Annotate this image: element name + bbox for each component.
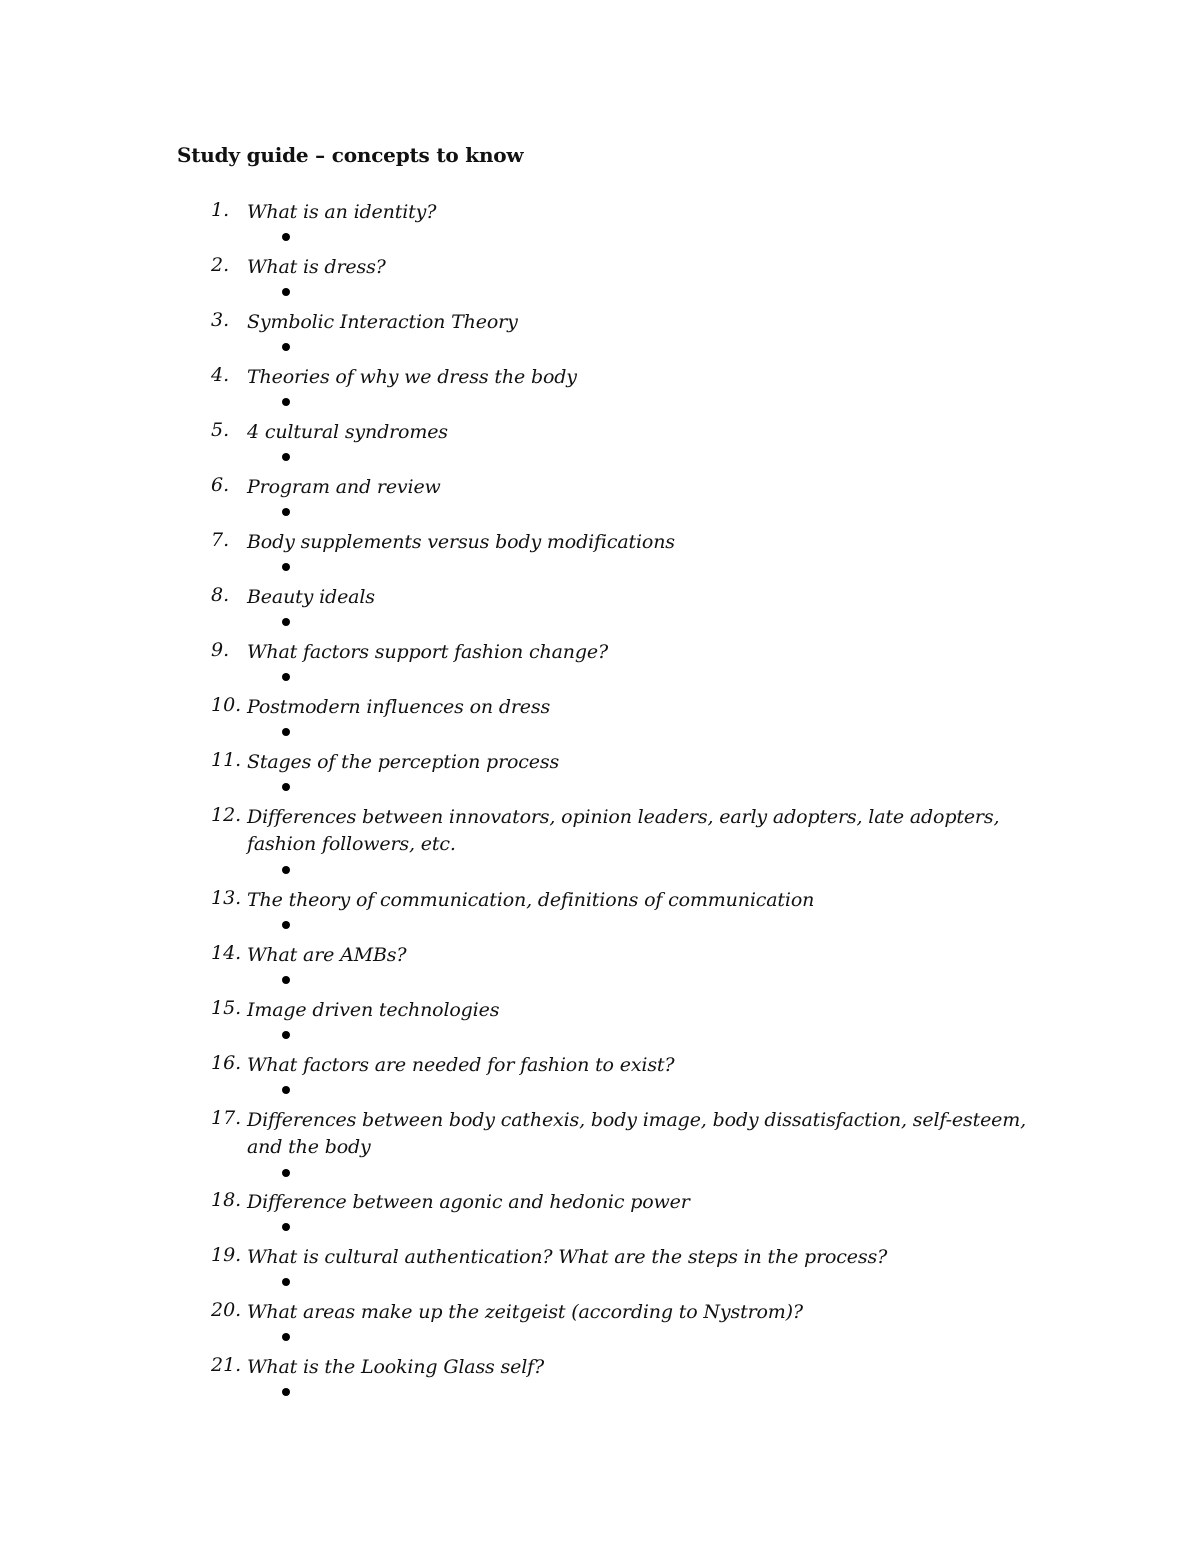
item-text: What is cultural authentication? What are the steps in the process? <box>247 1246 888 1268</box>
item-number: 7. <box>211 529 230 551</box>
item-number: 21. <box>211 1354 242 1376</box>
bullet-icon <box>282 398 290 406</box>
bullet-icon <box>282 288 290 296</box>
item-number: 13. <box>211 887 242 909</box>
page-title: Study guide – concepts to know <box>177 143 524 167</box>
item-text: Differences between body cathexis, body image, body dissatisfaction, self-esteem, and the body <box>247 1109 1027 1158</box>
item-text: Image driven technologies <box>247 999 500 1021</box>
bullet-icon <box>282 1388 290 1396</box>
bullet-icon <box>282 1169 290 1177</box>
item-number: 9. <box>211 639 230 661</box>
bullet-icon <box>282 233 290 241</box>
item-text: Program and review <box>247 476 441 498</box>
bullet-icon <box>282 618 290 626</box>
item-number: 1. <box>211 199 230 221</box>
item-number: 8. <box>211 584 230 606</box>
item-number: 4. <box>211 364 230 386</box>
bullet-icon <box>282 1031 290 1039</box>
bullet-icon <box>282 563 290 571</box>
item-number: 19. <box>211 1244 242 1266</box>
bullet-icon <box>282 453 290 461</box>
item-number: 15. <box>211 997 242 1019</box>
item-text: Symbolic Interaction Theory <box>247 311 518 333</box>
bullet-icon <box>282 508 290 516</box>
item-number: 3. <box>211 309 230 331</box>
item-text: Difference between agonic and hedonic power <box>247 1191 690 1213</box>
bullet-icon <box>282 866 290 874</box>
item-number: 14. <box>211 942 242 964</box>
item-number: 20. <box>211 1299 242 1321</box>
bullet-icon <box>282 1333 290 1341</box>
item-text: Stages of the perception process <box>247 751 560 773</box>
item-text: 4 cultural syndromes <box>247 421 448 443</box>
item-number: 6. <box>211 474 230 496</box>
item-number: 2. <box>211 254 230 276</box>
bullet-icon <box>282 673 290 681</box>
item-number: 18. <box>211 1189 242 1211</box>
item-text: What factors are needed for fashion to exist? <box>247 1054 675 1076</box>
item-text: Beauty ideals <box>247 586 375 608</box>
item-text: What are AMBs? <box>247 944 407 966</box>
item-text: The theory of communication, definitions of communication <box>247 889 815 911</box>
item-text: What factors support fashion change? <box>247 641 608 663</box>
item-text: Postmodern influences on dress <box>247 696 551 718</box>
item-number: 11. <box>211 749 242 771</box>
bullet-icon <box>282 1086 290 1094</box>
item-number: 10. <box>211 694 242 716</box>
item-text: What is the Looking Glass self? <box>247 1356 545 1378</box>
item-text: Differences between innovators, opinion leaders, early adopters, late adopters, fashion followers, etc. <box>247 806 1000 855</box>
item-number: 12. <box>211 804 242 826</box>
bullet-icon <box>282 1223 290 1231</box>
item-number: 5. <box>211 419 230 441</box>
item-text: What areas make up the zeitgeist (according to Nystrom)? <box>247 1301 803 1323</box>
bullet-icon <box>282 921 290 929</box>
item-text: What is an identity? <box>247 201 437 223</box>
item-text: Body supplements versus body modifications <box>247 531 675 553</box>
bullet-icon <box>282 343 290 351</box>
item-text: Theories of why we dress the body <box>247 366 577 388</box>
bullet-icon <box>282 728 290 736</box>
item-number: 17. <box>211 1107 242 1129</box>
bullet-icon <box>282 783 290 791</box>
bullet-icon <box>282 976 290 984</box>
bullet-icon <box>282 1278 290 1286</box>
item-number: 16. <box>211 1052 242 1074</box>
item-text: What is dress? <box>247 256 386 278</box>
